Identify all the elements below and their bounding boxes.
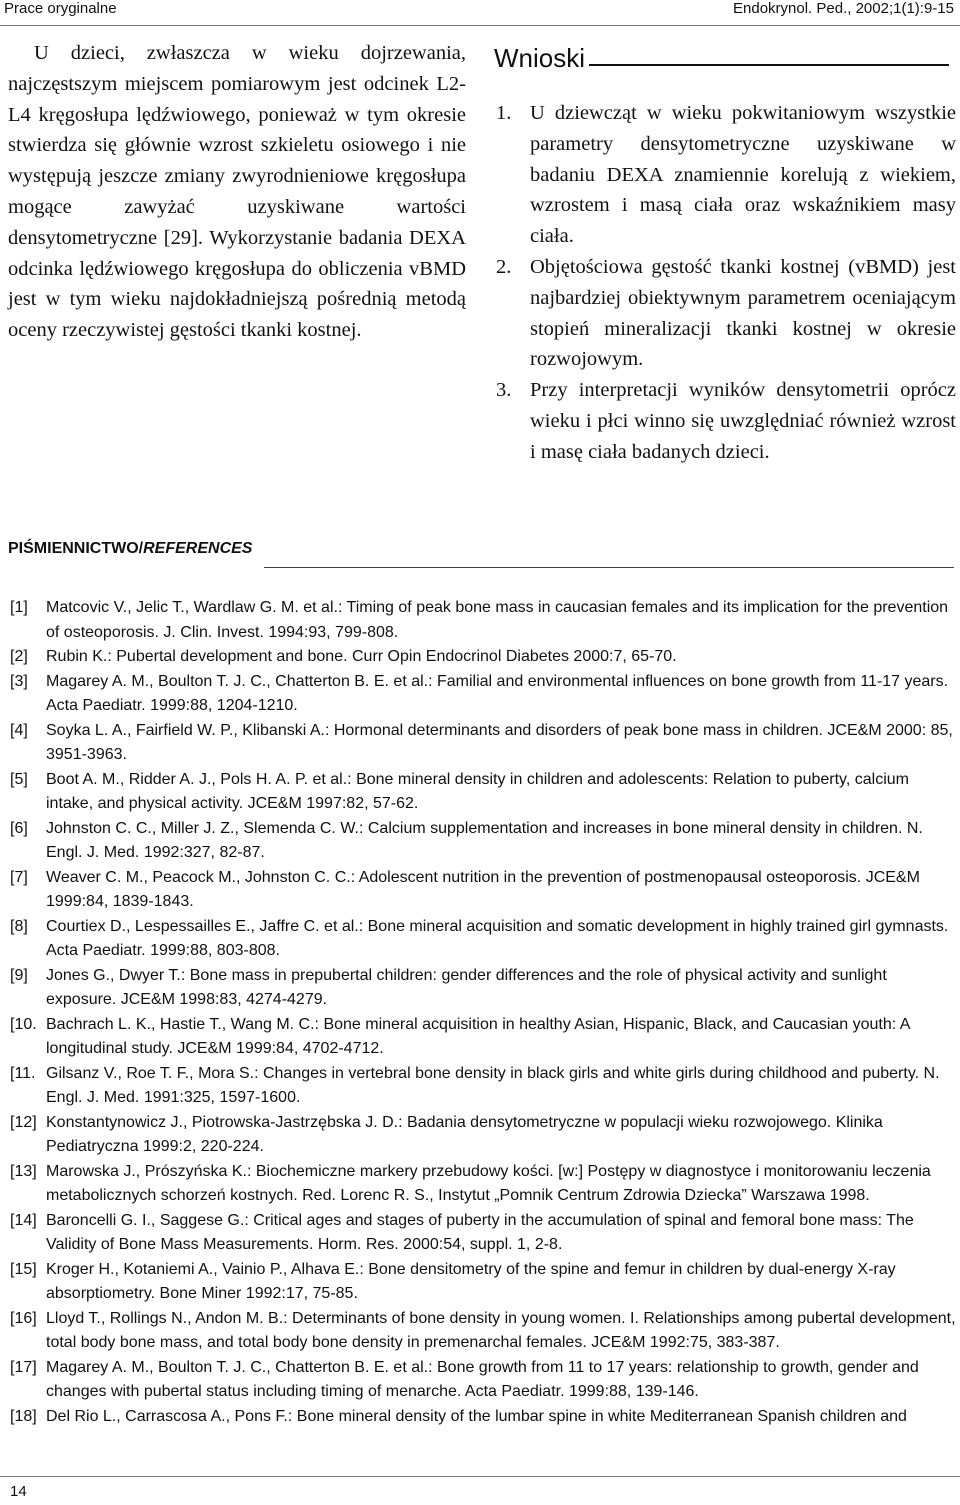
conclusions-heading-text: Wnioski (494, 43, 586, 73)
reference-item (8, 670, 958, 719)
reference-number: [13] (10, 1162, 37, 1180)
conclusions-heading (494, 38, 956, 78)
reference-number: [4] (10, 721, 28, 739)
journal-citation: Endokrynol. Ped., 2002;1(1):9-15 (733, 0, 954, 17)
reference-text: Marowska J., Prószyńska K.: Biochemiczne markery przebudowy kości. [w:] Postępy w diagnostyce i monitorowaniu leczenia metabolicznych schorzeń kostnych. Red. Lorenc R. S., Instytut „Pomnik Centrum Zdrowia Dziecka” Warszawa 1998. (46, 1162, 931, 1204)
reference-text: Magarey A. M., Boulton T. J. C., Chatterton B. E. et al.: Bone growth from 11 to 17 years: relationship to growth, gender and changes with pubertal status including timing of menarche. Acta Paediatr. 1999:88, 139-146. (46, 1358, 919, 1400)
references-heading (8, 540, 252, 558)
reference-item (8, 719, 958, 768)
reference-item (8, 596, 958, 645)
reference-number: [15] (10, 1260, 37, 1278)
reference-text: Weaver C. M., Peacock M., Johnston C. C.: Adolescent nutrition in the prevention of postmenopausal osteoporosis. JCE&M 1999:84, 1839-1843. (46, 868, 920, 910)
reference-item (8, 964, 958, 1013)
reference-number: [14] (10, 1211, 37, 1229)
reference-item (8, 768, 958, 817)
reference-number: [12] (10, 1113, 37, 1131)
reference-text: Boot A. M., Ridder A. J., Pols H. A. P. et al.: Bone mineral density in children and adolescents: Relation to puberty, calcium intake, and physical activity. JCE&M 1997:82, 57-62. (46, 770, 909, 812)
conclusion-item (494, 98, 956, 252)
conclusion-number: 3. (496, 379, 512, 402)
reference-number: [8] (10, 917, 28, 935)
conclusions-heading-rule (589, 64, 949, 66)
reference-text: Kroger H., Kotaniemi A., Vainio P., Alhava E.: Bone densitometry of the spine and femur in children by dual-energy X-ray absorptiometry. Bone Miner 1992:17, 75-85. (46, 1260, 896, 1302)
reference-number: [7] (10, 868, 28, 886)
reference-item (8, 1062, 958, 1111)
reference-number: [5] (10, 770, 28, 788)
references-heading-en: REFERENCES (143, 540, 253, 557)
reference-number: [16] (10, 1309, 37, 1327)
conclusions-section (494, 38, 956, 468)
reference-text: Matcovic V., Jelic T., Wardlaw G. M. et al.: Timing of peak bone mass in caucasian females and its implication for the prevention of osteoporosis. J. Clin. Invest. 1994:93, 799-808. (46, 599, 949, 641)
page-number: 14 (10, 1483, 27, 1500)
reference-text: Gilsanz V., Roe T. F., Mora S.: Changes in vertebral bone density in black girls and white girls during childhood and puberty. N. Engl. J. Med. 1991:325, 1597-1600. (46, 1064, 940, 1106)
reference-number: [11. (10, 1064, 36, 1082)
section-label: Prace oryginalne (4, 0, 117, 17)
reference-text: Rubin K.: Pubertal development and bone. Curr Opin Endocrinol Diabetes 2000:7, 65-70. (46, 648, 677, 665)
reference-item (8, 866, 958, 915)
reference-number: [2] (10, 648, 28, 665)
conclusion-text: Objętościowa gęstość tkanki kostnej (vBMD) jest najbardziej obiektywnym parametrem oceniającym stopień mineralizacji tkanki kostnej w okresie rozwojowym. (530, 255, 956, 371)
reference-item (8, 1356, 958, 1405)
reference-text: Jones G., Dwyer T.: Bone mass in prepubertal children: gender differences and the role of physical activity and sunlight exposure. JCE&M 1998:83, 4274-4279. (46, 966, 887, 1008)
reference-item (8, 1209, 958, 1258)
conclusion-item (494, 375, 956, 467)
reference-item (8, 1160, 958, 1209)
references-heading-pl: PIŚMIENNICTWO/ (8, 540, 144, 557)
reference-number: [9] (10, 966, 28, 984)
references-heading-rule (264, 567, 954, 568)
conclusions-list (494, 98, 956, 468)
reference-item (8, 817, 958, 866)
reference-text: Konstantynowicz J., Piotrowska-Jastrzębska J. D.: Badania densytometryczne w populacji wieku rozwojowego. Klinika Pediatryczna 1999:2, 220-224. (46, 1113, 883, 1155)
conclusion-text: U dziewcząt w wieku pokwitaniowym wszystkie parametry densytometryczne uzyskiwane w badaniu DEXA znamiennie korelują z wiekiem, wzrostem i masą ciała oraz wskaźnikiem masy ciała. (530, 102, 956, 248)
reference-item (8, 1013, 958, 1062)
reference-number: [6] (10, 819, 28, 837)
reference-number: [18] (10, 1407, 37, 1425)
reference-text: Magarey A. M., Boulton T. J. C., Chatterton B. E. et al.: Familial and environmental influences on bone growth from 11-17 years. Acta Paediatr. 1999:88, 1204-1210. (46, 672, 949, 714)
reference-number: [17] (10, 1358, 37, 1376)
reference-number: [3] (10, 672, 28, 690)
footer-divider (0, 1476, 960, 1477)
references-list (8, 596, 958, 1429)
conclusion-text: Przy interpretacji wyników densytometrii oprócz wieku i płci winno się uwzględniać również wzrost i masę ciała badanych dzieci. (530, 379, 956, 463)
conclusion-item (494, 252, 956, 375)
reference-item (8, 1307, 958, 1356)
reference-text: Del Rio L., Carrascosa A., Pons F.: Bone mineral density of the lumbar spine in white Mediterranean Spanish children and (46, 1407, 907, 1425)
reference-text: Bachrach L. K., Hastie T., Wang M. C.: Bone mineral acquisition in healthy Asian, Hispanic, Black, and Caucasian youth: A longitudinal study. JCE&M 1999:84, 4702-4712. (46, 1015, 910, 1057)
reference-text: Soyka L. A., Fairfield W. P., Klibanski A.: Hormonal determinants and disorders of peak bone mass in children. JCE&M 2000: 85, 3951-3963. (46, 721, 953, 763)
reference-number: [1] (10, 599, 28, 616)
reference-text: Johnston C. C., Miller J. Z., Slemenda C. W.: Calcium supplementation and increases in bone mineral density in children. N. Engl. J. Med. 1992:327, 82-87. (46, 819, 923, 861)
reference-item (8, 645, 958, 670)
conclusion-number: 2. (496, 255, 512, 278)
conclusion-number: 1. (496, 102, 512, 124)
reference-text: Lloyd T., Rollings N., Andon M. B.: Determinants of bone density in young women. I. Relationships among pubertal development, total body bone mass, and total body bone density in premenarchal females. JCE&M 1992:75, 383-387. (46, 1309, 956, 1351)
reference-item (8, 1258, 958, 1307)
body-paragraph: U dzieci, zwłaszcza w wieku dojrzewania, najczęstszym miejscem pomiarowym jest odcinek L2-L4 kręgosłupa lędźwiowego, ponieważ w tym okresie stwierdza się głównie wzrost szkieletu osiowego i nie występują jeszcze zmiany zwyrodnieniowe kręgosłupa mogące zawyżać uzyskiwane wartości densytometryczne [29]. Wykorzystanie badania DEXA odcinka lędźwiowego kręgosłupa do obliczenia vBMD jest w tym wieku najdokładniejszą pośrednią metodą oceny rzeczywistej gęstości tkanki kostnej. (8, 42, 466, 342)
header-divider (0, 25, 960, 26)
reference-text: Baroncelli G. I., Saggese G.: Critical ages and stages of puberty in the accumulation of spinal and femoral bone mass: The Validity of Bone Mass Measurements. Horm. Res. 2000:54, suppl. 1, 2-8. (46, 1211, 914, 1253)
reference-item (8, 1405, 958, 1430)
reference-text: Courtiex D., Lespessailles E., Jaffre C. et al.: Bone mineral acquisition and somatic development in highly trained girl gymnasts. Acta Paediatr. 1999:88, 803-808. (46, 917, 949, 959)
reference-item (8, 1111, 958, 1160)
reference-number: [10. (10, 1015, 37, 1033)
reference-item (8, 915, 958, 964)
